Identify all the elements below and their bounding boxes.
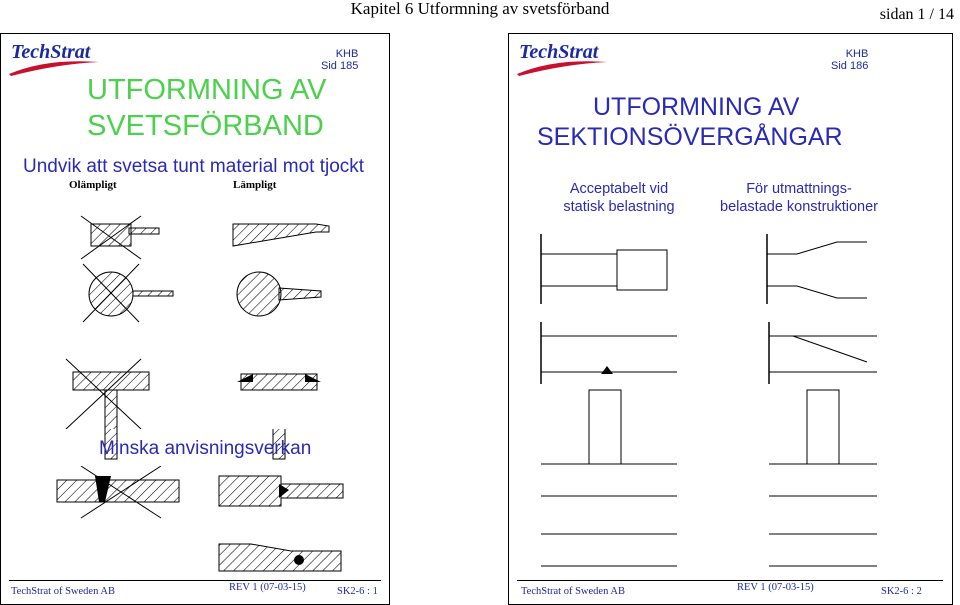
col-fatigue-heading <box>699 180 899 216</box>
col-static-line-1: Acceptabelt vid <box>569 181 669 197</box>
footer-code: SK2-6 : 1 <box>337 586 378 597</box>
col-fatigue-line-1: För utmattnings- <box>746 181 852 197</box>
khb-label: KHB <box>845 48 869 60</box>
footer-company: TechStrat of Sweden AB <box>521 586 625 597</box>
techstrat-logo <box>515 40 635 83</box>
section-transition-figures <box>537 234 917 579</box>
slide-right <box>508 33 953 605</box>
title-line-1: UTFORMNING AV <box>87 74 327 106</box>
slide-left <box>0 33 390 605</box>
col-static-line-2: statisk belastning <box>563 199 675 215</box>
techstrat-logo-icon <box>7 40 127 78</box>
col-fatigue-line-2: belastade konstruktioner <box>720 199 878 215</box>
footer-revision: REV 1 (07-03-15) <box>229 582 306 593</box>
footer-code: SK2-6 : 2 <box>881 586 922 597</box>
page-ref: Sid 185 <box>321 60 359 72</box>
notch-reduction-figures <box>41 466 361 581</box>
khb-ref <box>321 48 358 72</box>
svg-text:TechStrat: TechStrat <box>519 41 599 63</box>
khb-ref <box>831 48 868 72</box>
col-static-heading <box>539 180 699 216</box>
section-heading: Minska anvisningsverkan <box>99 438 312 459</box>
page-ref: Sid 186 <box>831 60 869 72</box>
subtitle: Undvik att svetsa tunt material mot tjockt <box>23 156 365 177</box>
title-line-1: UTFORMNING AV <box>593 93 800 121</box>
footer-company: TechStrat of Sweden AB <box>11 586 115 597</box>
weld-drawing-figures <box>61 204 381 429</box>
svg-text:TechStrat: TechStrat <box>11 41 91 63</box>
chapter-title: Kapitel 6 Utformning av svetsförband <box>350 0 610 18</box>
khb-label: KHB <box>335 48 359 60</box>
footer-rule <box>517 580 943 581</box>
title-line-2: SEKTIONSÖVERGÅNGAR <box>537 123 843 151</box>
title-line-2: SVETSFÖRBAND <box>87 110 324 142</box>
footer-rule <box>9 580 381 581</box>
techstrat-logo-icon <box>515 40 635 78</box>
label-suitable: Lämpligt <box>233 179 277 191</box>
page-number: sidan 1 / 14 <box>879 6 954 23</box>
label-unsuitable: Olämpligt <box>69 179 117 191</box>
footer-revision: REV 1 (07-03-15) <box>737 582 814 593</box>
